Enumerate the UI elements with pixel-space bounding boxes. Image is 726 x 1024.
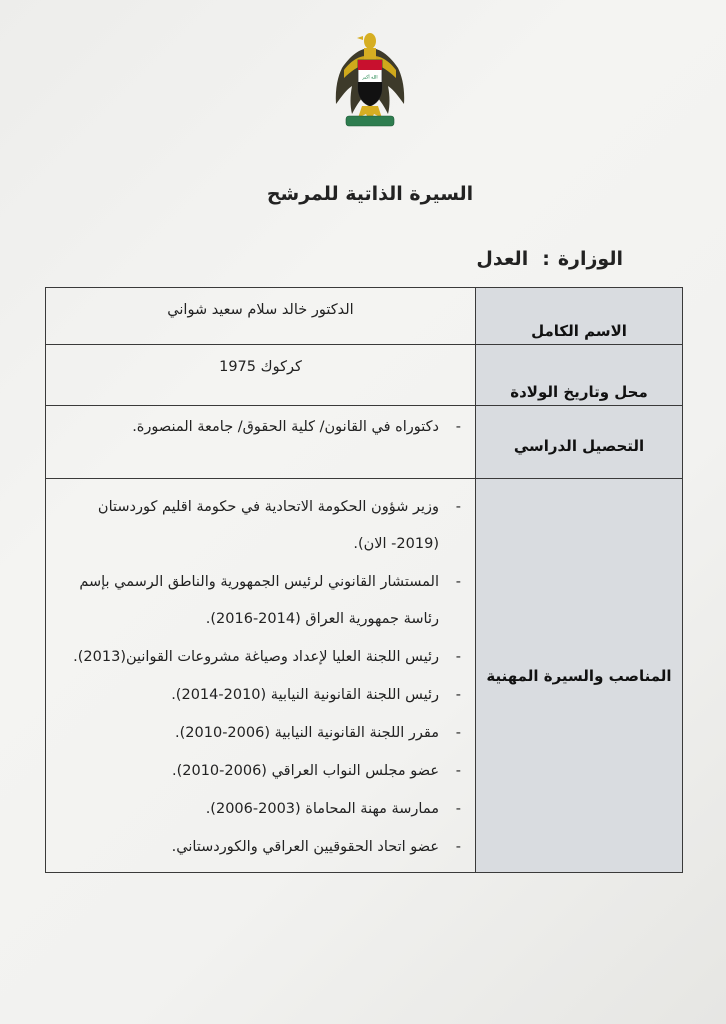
career-value-cell — [46, 479, 476, 873]
cv-table — [45, 287, 683, 873]
list-item: - المستشار القانوني لرئيس الجمهورية والناطق الرسمي بإسم رئاسة جمهورية العراق (2014-2016). — [58, 564, 461, 638]
table-row-full-name — [46, 288, 683, 345]
list-item: - رئيس اللجنة العليا لإعداد وصياغة مشروعات القوانين(2013). — [58, 639, 461, 676]
ministry-value: العدل — [476, 248, 529, 270]
education-value: - دكتوراه في القانون/ كلية الحقوق/ جامعة المنصورة. — [60, 416, 461, 438]
career-label: المناصب والسيرة المهنية — [476, 479, 683, 873]
education-label: التحصيل الدراسي — [476, 406, 683, 479]
list-item: - رئيس اللجنة القانونية النيابية (2010-2014). — [58, 677, 461, 714]
emblem-text: الله أكبر — [362, 75, 378, 81]
ministry-label: الوزارة — [557, 248, 623, 270]
table-row-career — [46, 479, 683, 873]
full-name-label: الاسم الكامل — [476, 288, 683, 345]
iraq-emblem-eagle-icon — [330, 26, 410, 130]
ministry-separator: : — [542, 248, 550, 270]
career-list — [58, 489, 461, 866]
ministry-line — [476, 248, 623, 270]
list-item: - ممارسة مهنة المحاماة (2003-2006). — [58, 791, 461, 828]
birth-value: كركوك 1975 — [46, 345, 476, 406]
list-item: - عضو اتحاد الحقوقيين العراقي والكوردستاني. — [58, 829, 461, 866]
education-value-cell — [46, 406, 476, 479]
page-title: السيرة الذاتية للمرشح — [266, 183, 474, 205]
list-item: - وزير شؤون الحكومة الاتحادية في حكومة اقليم كوردستان (2019- الان). — [58, 489, 461, 563]
list-item: - عضو مجلس النواب العراقي (2006-2010). — [58, 753, 461, 790]
list-item: - مقرر اللجنة القانونية النيابية (2006-2010). — [58, 715, 461, 752]
birth-label: محل وتاريخ الولادة — [476, 345, 683, 406]
table-row-education — [46, 406, 683, 479]
full-name-value: الدكتور خالد سلام سعيد شواني — [46, 288, 476, 345]
table-row-birth — [46, 345, 683, 406]
